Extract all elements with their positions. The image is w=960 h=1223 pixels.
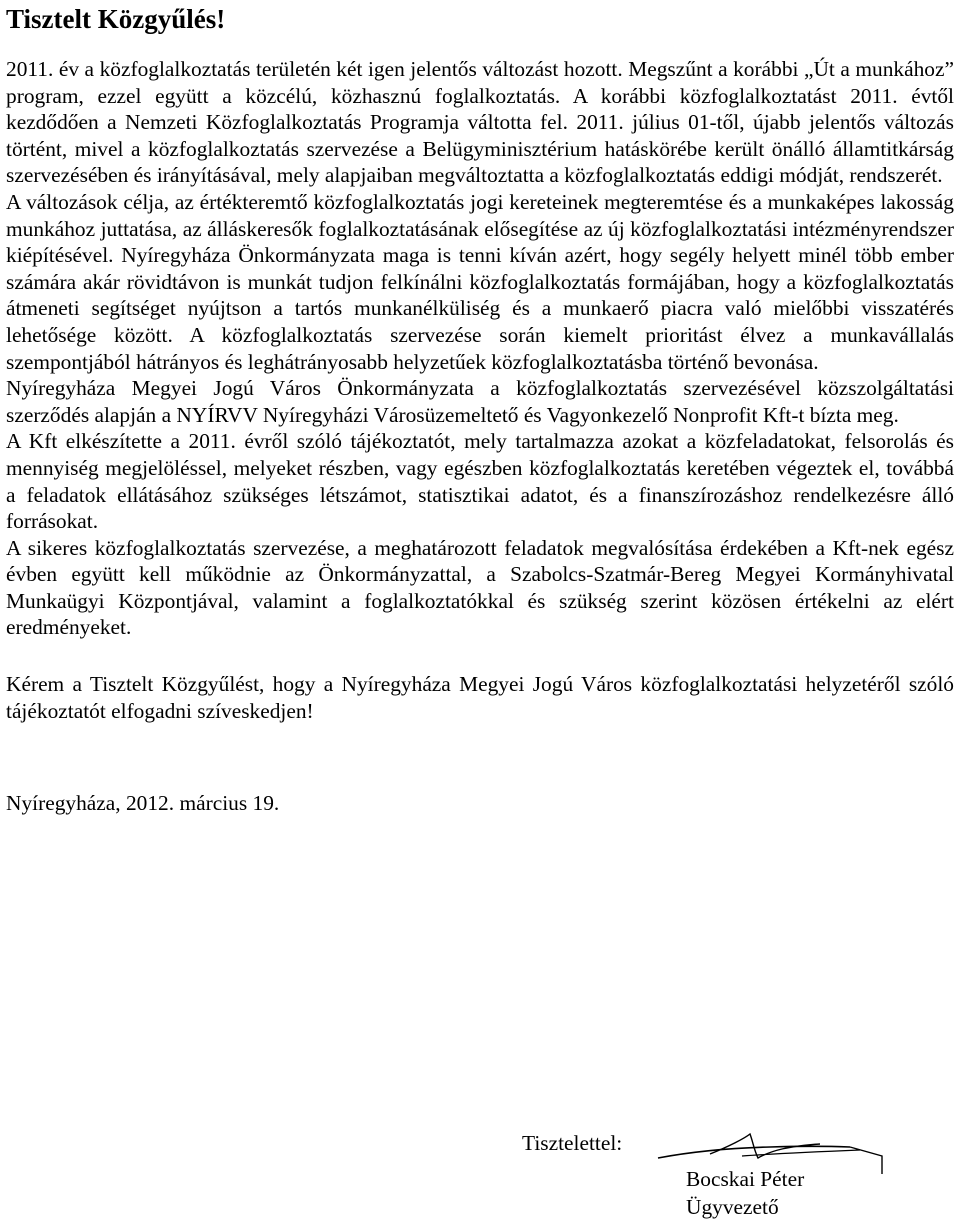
signer-role: Ügyvezető	[686, 1195, 779, 1219]
body-paragraph-4: A Kft elkészítette a 2011. évről szóló tájékoztatót, mely tartalmazza azokat a közfeladatokat, felsorolás és mennyiség megjelöléssel, melyeket részben, vagy egészben közfoglalkoztatás keretében végeztek el, továbbá a feladatok ellátásához szükséges létszámot, statisztikai adatot, és a finanszírozáshoz rendelkezésre álló forrásokat.	[6, 429, 954, 534]
spacer	[6, 641, 954, 671]
body-paragraph-5: A sikeres közfoglalkoztatás szervezése, a meghatározott feladatok megvalósítása érdekében a Kft-nek egész évben együtt kell működnie az Önkormányzattal, a Szabolcs-Szatmár-Bereg Megyei Kormányhivatal Munkaügyi Központjával, valamint a foglalkoztatókkal és szükség szerint közösen értékelni az elért eredményeket.	[6, 535, 954, 640]
request-paragraph: Kérem a Tisztelt Közgyűlést, hogy a Nyíregyháza Megyei Jogú Város közfoglalkoztatási helyzetéről szóló tájékoztatót elfogadni szíveskedjen!	[6, 672, 954, 723]
document-page	[6, 2, 954, 817]
body-paragraph-3: Nyíregyháza Megyei Jogú Város Önkormányzata a közfoglalkoztatás szervezésével közszolgáltatási szerződés alapján a NYÍRVV Nyíregyházi Városüzemeltető és Vagyonkezelő Nonprofit Kft-t bízta meg.	[6, 376, 954, 427]
spacer	[6, 724, 954, 790]
body-paragraph-2: A változások célja, az értékteremtő közfoglalkoztatás jogi kereteinek megteremtése és a munkaképes lakosság munkához juttatása, az álláskeresők foglalkoztatásának elősegítése az új közfoglalkoztatási intézményrendszer kiépítésével. Nyíregyháza Önkormányzata maga is tenni kíván azért, hogy segély helyett minél több ember számára akár rövidtávon is munkát tudjon felkínálni közfoglalkoztatás formájában, hogy a közfoglalkoztatás átmeneti segítséget nyújtson a tartós munkanélküliség és a munkaerő piacra való mielőbbi visszatérés lehetősége között. A közfoglalkoztatás szervezése során kiemelt prioritást élvez a munkavállalás szempontjából hátrányos és leghátrányosabb helyzetűek közfoglalkoztatásba történő bevonása.	[6, 189, 954, 374]
place-date: Nyíregyháza, 2012. március 19.	[6, 791, 280, 816]
body-paragraph-1: 2011. év a közfoglalkoztatás területén két igen jelentős változást hozott. Megszűnt a korábbi „Út a munkához” program, ezzel együtt a közcélú, közhasznú foglalkoztatás. A korábbi közfoglalkoztatást 2011. évtől kezdődően a Nemzeti Közfoglalkoztatás Programja váltotta fel. 2011. július 01-től, újabb jelentős változás történt, mivel a közfoglalkoztatás szervezése a Belügyminisztérium hatáskörébe került önálló államtitkárság szervezésében és irányításával, mely alapjaiban megváltoztatta a közfoglalkoztatás eddigi módját, rendszerét.	[6, 57, 954, 188]
salutation-heading: Tisztelt Közgyűlés!	[6, 4, 226, 34]
signature-block	[522, 1128, 942, 1223]
closing-label: Tisztelettel:	[522, 1131, 623, 1155]
signer-name: Bocskai Péter	[686, 1167, 805, 1191]
